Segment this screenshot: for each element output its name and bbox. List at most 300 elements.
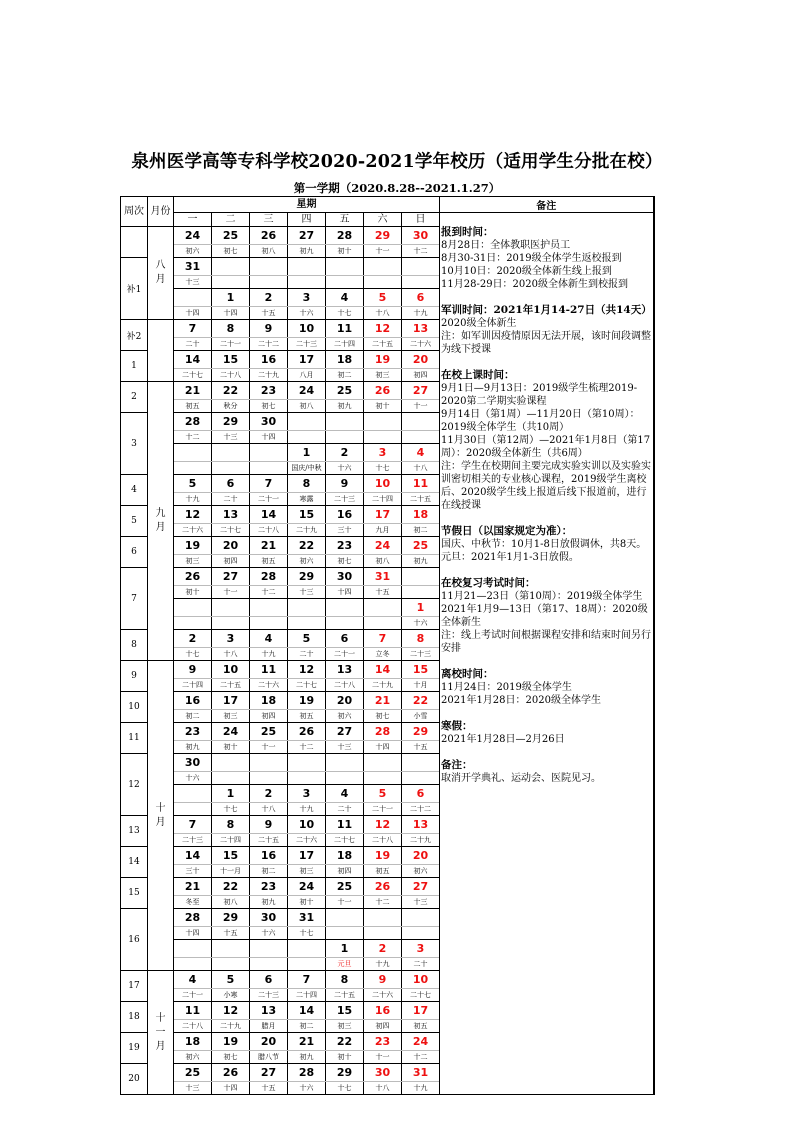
notes-section <box>441 226 652 291</box>
lunar-date <box>402 927 440 940</box>
lunar-date: 初四 <box>212 555 250 568</box>
day-number: 31 <box>402 1064 440 1082</box>
lunar-date: 十八 <box>212 648 250 661</box>
lunar-date: 十五 <box>364 586 402 599</box>
day-number: 20 <box>212 537 250 555</box>
weekday-header: 一 <box>174 213 212 227</box>
day-number: 21 <box>364 692 402 710</box>
notes-line: 2020级全体新生 <box>441 318 517 329</box>
day-number: 9 <box>364 971 402 989</box>
lunar-date: 十九 <box>402 1082 440 1095</box>
day-number: 21 <box>174 382 212 400</box>
day-number: 18 <box>326 351 364 369</box>
day-number: 19 <box>174 537 212 555</box>
day-number: 12 <box>364 816 402 834</box>
day-number: 15 <box>326 1002 364 1020</box>
day-number <box>250 258 288 276</box>
day-number: 26 <box>250 227 288 245</box>
day-number: 13 <box>250 1002 288 1020</box>
lunar-date: 十七 <box>288 927 326 940</box>
notes-section-title: 军训时间：2021年1月14-27日（共14天） <box>441 304 652 316</box>
day-number: 20 <box>326 692 364 710</box>
lunar-date: 二十七 <box>326 834 364 847</box>
lunar-date: 二十二 <box>250 338 288 351</box>
notes-section <box>441 577 652 655</box>
lunar-date: 初六 <box>326 710 364 723</box>
day-number: 13 <box>212 506 250 524</box>
lunar-date: 十六 <box>326 462 364 475</box>
day-number: 26 <box>212 1064 250 1082</box>
lunar-date: 十二 <box>174 431 212 444</box>
day-number <box>212 940 250 958</box>
lunar-date: 十七 <box>212 803 250 816</box>
day-number: 2 <box>326 444 364 462</box>
lunar-date: 十一 <box>364 245 402 258</box>
day-number: 26 <box>364 878 402 896</box>
day-number: 8 <box>402 630 440 648</box>
week-number: 7 <box>121 568 148 630</box>
day-number: 3 <box>288 289 326 307</box>
day-number: 24 <box>288 382 326 400</box>
week-number: 8 <box>121 630 148 661</box>
day-number: 22 <box>288 537 326 555</box>
lunar-date <box>364 772 402 785</box>
month-column-header: 月份 <box>148 197 174 227</box>
week-number: 19 <box>121 1033 148 1064</box>
lunar-date: 十一 <box>364 1051 402 1064</box>
semester-subtitle: 第一学期（2020.8.28--2021.1.27） <box>293 181 501 195</box>
lunar-date: 二十六 <box>250 679 288 692</box>
day-number: 12 <box>288 661 326 679</box>
lunar-date: 二十五 <box>250 834 288 847</box>
day-number <box>212 258 250 276</box>
day-number <box>212 444 250 462</box>
day-number <box>212 599 250 617</box>
lunar-date: 小雪 <box>402 710 440 723</box>
day-number: 4 <box>250 630 288 648</box>
lunar-date: 二十二 <box>402 803 440 816</box>
lunar-date: 十六 <box>288 307 326 320</box>
lunar-date: 初四 <box>364 1020 402 1033</box>
lunar-date <box>212 462 250 475</box>
weekday-group-header: 星期 <box>174 197 440 213</box>
day-number: 22 <box>212 382 250 400</box>
lunar-date: 初三 <box>364 369 402 382</box>
week-number: 10 <box>121 692 148 723</box>
day-number: 21 <box>288 1033 326 1051</box>
day-number: 10 <box>288 320 326 338</box>
day-number: 31 <box>174 258 212 276</box>
day-number: 10 <box>364 475 402 493</box>
day-number: 5 <box>212 971 250 989</box>
day-number: 27 <box>402 382 440 400</box>
day-number: 13 <box>326 661 364 679</box>
weekday-header: 六 <box>364 213 402 227</box>
week-column-header: 周次 <box>121 197 148 227</box>
day-number: 5 <box>364 785 402 803</box>
lunar-date: 十二 <box>250 586 288 599</box>
day-number: 30 <box>174 754 212 772</box>
day-number: 5 <box>174 475 212 493</box>
day-number: 24 <box>174 227 212 245</box>
day-number: 7 <box>250 475 288 493</box>
day-number: 8 <box>326 971 364 989</box>
lunar-date: 二十八 <box>212 369 250 382</box>
lunar-date: 国庆/中秋 <box>288 462 326 475</box>
lunar-date: 十四 <box>212 307 250 320</box>
day-number: 25 <box>402 537 440 555</box>
lunar-date: 十一 <box>212 586 250 599</box>
lunar-date: 初七 <box>212 1051 250 1064</box>
notes-line: 取消开学典礼、运动会、医院见习。 <box>441 773 601 784</box>
day-number <box>174 289 212 307</box>
lunar-date: 十九 <box>174 493 212 506</box>
day-number: 9 <box>250 320 288 338</box>
day-number: 16 <box>174 692 212 710</box>
lunar-date: 十二 <box>288 741 326 754</box>
lunar-date: 初四 <box>326 865 364 878</box>
lunar-date <box>174 958 212 971</box>
day-number: 20 <box>402 351 440 369</box>
lunar-date <box>326 772 364 785</box>
day-number: 27 <box>250 1064 288 1082</box>
lunar-date: 三十 <box>326 524 364 537</box>
lunar-date: 二十四 <box>288 989 326 1002</box>
week-number: 4 <box>121 475 148 506</box>
day-number: 28 <box>250 568 288 586</box>
lunar-date: 初十 <box>212 741 250 754</box>
lunar-date: 二十四 <box>364 493 402 506</box>
week-number <box>121 227 148 258</box>
week-number: 6 <box>121 537 148 568</box>
lunar-date: 初九 <box>174 741 212 754</box>
day-number: 31 <box>288 909 326 927</box>
day-number: 22 <box>402 692 440 710</box>
day-number: 26 <box>174 568 212 586</box>
lunar-date: 初二 <box>326 369 364 382</box>
lunar-date: 二十九 <box>402 834 440 847</box>
day-number <box>250 940 288 958</box>
lunar-date: 初四 <box>402 369 440 382</box>
day-number <box>288 413 326 431</box>
notes-line: 注：线上考试时间根据课程安排和结束时间另行安排 <box>441 630 651 654</box>
day-number: 29 <box>288 568 326 586</box>
day-number: 29 <box>364 227 402 245</box>
lunar-date: 寒露 <box>288 493 326 506</box>
day-number: 3 <box>288 785 326 803</box>
lunar-date: 八月 <box>288 369 326 382</box>
day-number <box>288 258 326 276</box>
lunar-date: 初七 <box>326 555 364 568</box>
lunar-date: 初六 <box>402 865 440 878</box>
lunar-date: 十一 <box>326 896 364 909</box>
lunar-date <box>212 958 250 971</box>
week-number: 18 <box>121 1002 148 1033</box>
day-number: 18 <box>326 847 364 865</box>
lunar-date <box>288 276 326 289</box>
month-label: 十 月 <box>148 661 174 971</box>
lunar-date: 九月 <box>364 524 402 537</box>
day-number: 2 <box>250 289 288 307</box>
lunar-date: 二十九 <box>364 679 402 692</box>
week-number: 15 <box>121 878 148 909</box>
lunar-date: 十七 <box>364 462 402 475</box>
lunar-date <box>250 772 288 785</box>
lunar-date: 初五 <box>288 710 326 723</box>
notes-section <box>441 525 652 564</box>
day-number: 14 <box>364 661 402 679</box>
lunar-date <box>174 462 212 475</box>
lunar-date <box>402 276 440 289</box>
day-number: 24 <box>402 1033 440 1051</box>
lunar-date: 初六 <box>288 555 326 568</box>
day-number <box>326 909 364 927</box>
day-number: 27 <box>288 227 326 245</box>
day-number: 17 <box>212 692 250 710</box>
lunar-date: 初九 <box>402 555 440 568</box>
lunar-date: 二十七 <box>174 369 212 382</box>
lunar-date: 十九 <box>364 958 402 971</box>
lunar-date: 二十一 <box>326 648 364 661</box>
lunar-date: 初三 <box>326 1020 364 1033</box>
day-number: 22 <box>326 1033 364 1051</box>
lunar-date: 二十九 <box>212 1020 250 1033</box>
lunar-date: 二十六 <box>402 338 440 351</box>
notes-section-title: 报到时间： <box>441 226 494 238</box>
day-number: 28 <box>326 227 364 245</box>
lunar-date <box>288 431 326 444</box>
lunar-date <box>212 276 250 289</box>
day-number <box>174 444 212 462</box>
day-number: 30 <box>402 227 440 245</box>
month-label: 九 月 <box>148 382 174 661</box>
lunar-date: 二十四 <box>174 679 212 692</box>
notes-line: 注：如军训因疫情原因无法开展，该时间段调整为线下授课 <box>441 331 651 355</box>
notes-spacer <box>441 746 652 759</box>
day-number: 11 <box>174 1002 212 1020</box>
lunar-date: 十二 <box>402 1051 440 1064</box>
lunar-date <box>288 617 326 630</box>
day-number: 14 <box>250 506 288 524</box>
day-number: 19 <box>364 847 402 865</box>
day-number: 19 <box>364 351 402 369</box>
week-number: 13 <box>121 816 148 847</box>
day-number: 21 <box>174 878 212 896</box>
weekday-header: 三 <box>250 213 288 227</box>
lunar-date: 十二 <box>402 245 440 258</box>
notes-line: 11月28-29日：2020级全体新生到校报到 <box>441 279 629 290</box>
notes-spacer <box>441 512 652 525</box>
notes-line: 11月24日：2019级全体学生 <box>441 682 572 693</box>
lunar-date: 十五 <box>250 1082 288 1095</box>
day-number: 17 <box>288 847 326 865</box>
day-number: 6 <box>402 289 440 307</box>
lunar-date: 二十八 <box>174 1020 212 1033</box>
day-number <box>326 413 364 431</box>
lunar-date: 十六 <box>250 927 288 940</box>
lunar-date: 初八 <box>364 555 402 568</box>
lunar-date: 二十八 <box>364 834 402 847</box>
lunar-date: 十五 <box>212 927 250 940</box>
weekday-header: 四 <box>288 213 326 227</box>
lunar-date: 二十四 <box>326 338 364 351</box>
day-number: 30 <box>250 909 288 927</box>
notes-section-title: 在校上课时间： <box>441 369 515 381</box>
day-number: 25 <box>212 227 250 245</box>
day-number: 14 <box>174 847 212 865</box>
day-number: 1 <box>212 289 250 307</box>
day-number <box>402 568 440 586</box>
lunar-date <box>364 927 402 940</box>
day-number: 16 <box>326 506 364 524</box>
day-number <box>250 444 288 462</box>
lunar-date: 初二 <box>402 524 440 537</box>
lunar-date: 二十七 <box>288 679 326 692</box>
lunar-date: 初七 <box>250 400 288 413</box>
month-label <box>148 320 174 382</box>
lunar-date: 二十六 <box>364 989 402 1002</box>
month-label: 八 月 <box>148 227 174 320</box>
day-number: 7 <box>174 816 212 834</box>
day-number: 1 <box>288 444 326 462</box>
day-number: 4 <box>326 785 364 803</box>
week-number: 补2 <box>121 320 148 351</box>
day-number: 4 <box>326 289 364 307</box>
lunar-date: 十六 <box>402 617 440 630</box>
notes-section-title: 备注： <box>441 759 473 771</box>
lunar-date: 二十四 <box>212 834 250 847</box>
day-number: 23 <box>174 723 212 741</box>
lunar-date: 腊八节 <box>250 1051 288 1064</box>
day-number: 30 <box>364 1064 402 1082</box>
lunar-date <box>174 803 212 816</box>
day-number: 14 <box>288 1002 326 1020</box>
day-number: 1 <box>212 785 250 803</box>
day-number: 4 <box>402 444 440 462</box>
day-number <box>364 413 402 431</box>
day-number: 24 <box>364 537 402 555</box>
lunar-date: 十七 <box>326 307 364 320</box>
week-number: 11 <box>121 723 148 754</box>
lunar-date: 秋分 <box>212 400 250 413</box>
day-number: 27 <box>402 878 440 896</box>
day-number: 25 <box>250 723 288 741</box>
day-number: 6 <box>326 630 364 648</box>
day-number: 29 <box>402 723 440 741</box>
week-number: 14 <box>121 847 148 878</box>
day-number <box>364 599 402 617</box>
lunar-date: 十三 <box>174 276 212 289</box>
lunar-date: 十八 <box>402 462 440 475</box>
day-number <box>288 754 326 772</box>
notes-section <box>441 304 652 356</box>
notes-spacer <box>441 707 652 720</box>
notes-line: 2021年1月28日—2月26日 <box>441 734 565 745</box>
day-number: 2 <box>364 940 402 958</box>
page-title: 泉州医学高等专科学校2020-2021学年校历（适用学生分批在校） <box>131 152 663 172</box>
day-number: 13 <box>402 816 440 834</box>
lunar-date: 初六 <box>174 245 212 258</box>
lunar-date: 腊月 <box>250 1020 288 1033</box>
day-number: 30 <box>326 568 364 586</box>
day-number: 29 <box>212 909 250 927</box>
day-number <box>212 754 250 772</box>
day-number <box>174 599 212 617</box>
day-number: 3 <box>402 940 440 958</box>
lunar-date: 冬至 <box>174 896 212 909</box>
week-number: 9 <box>121 661 148 692</box>
day-number: 24 <box>212 723 250 741</box>
day-number: 28 <box>288 1064 326 1082</box>
lunar-date: 十三 <box>326 741 364 754</box>
lunar-date: 初八 <box>212 896 250 909</box>
notes-line: 元旦：2021年1月1-3日放假。 <box>441 552 579 563</box>
notes-spacer <box>441 564 652 577</box>
day-number: 10 <box>402 971 440 989</box>
weekday-header: 二 <box>212 213 250 227</box>
lunar-date: 初六 <box>174 1051 212 1064</box>
day-number: 12 <box>364 320 402 338</box>
lunar-date: 十月 <box>402 679 440 692</box>
day-number <box>326 599 364 617</box>
notes-spacer <box>441 291 652 304</box>
day-number: 13 <box>402 320 440 338</box>
lunar-date: 初八 <box>250 245 288 258</box>
day-number: 14 <box>174 351 212 369</box>
day-number: 24 <box>288 878 326 896</box>
lunar-date <box>212 617 250 630</box>
lunar-date: 二十三 <box>288 338 326 351</box>
lunar-date <box>326 276 364 289</box>
lunar-date: 十一 <box>402 400 440 413</box>
notes-line: 注：学生在校期间主要完成实验实训以及实验实训密切相关的专业核心课程，2019级学生离校后、2020级学生线上报道后线下报道前，进行在线授课 <box>441 461 651 511</box>
day-number: 11 <box>326 816 364 834</box>
lunar-date <box>288 772 326 785</box>
lunar-date <box>364 431 402 444</box>
week-number: 5 <box>121 506 148 537</box>
lunar-date: 二十七 <box>212 524 250 537</box>
notes-spacer <box>441 655 652 668</box>
day-number: 25 <box>174 1064 212 1082</box>
day-number: 12 <box>212 1002 250 1020</box>
notes-panel <box>440 213 654 1095</box>
notes-section <box>441 759 652 785</box>
lunar-date: 二十八 <box>326 679 364 692</box>
lunar-date: 二十一 <box>212 338 250 351</box>
day-number: 3 <box>212 630 250 648</box>
day-number <box>402 413 440 431</box>
lunar-date: 初九 <box>326 400 364 413</box>
lunar-date: 二十九 <box>288 524 326 537</box>
day-number: 31 <box>364 568 402 586</box>
day-number: 8 <box>288 475 326 493</box>
lunar-date: 十四 <box>326 586 364 599</box>
notes-line: 2021年1月28日：2020级全体学生 <box>441 695 601 706</box>
day-number: 17 <box>288 351 326 369</box>
notes-line: 2021年1月9—13日（第17、18周）：2020级全体新生 <box>441 604 648 628</box>
day-number <box>174 940 212 958</box>
lunar-date: 十三 <box>288 586 326 599</box>
week-number: 12 <box>121 754 148 816</box>
day-number: 28 <box>174 909 212 927</box>
notes-line: 9月1日—9月13日：2019级学生梳理2019-2020第二学期实验课程 <box>441 383 638 407</box>
day-number: 25 <box>326 878 364 896</box>
notes-spacer <box>441 356 652 369</box>
notes-line: 11月30日（第12周）—2021年1月8日（第17周）：2020级全体新生（共6周） <box>441 435 651 459</box>
day-number: 1 <box>402 599 440 617</box>
day-number: 7 <box>174 320 212 338</box>
day-number: 23 <box>250 382 288 400</box>
